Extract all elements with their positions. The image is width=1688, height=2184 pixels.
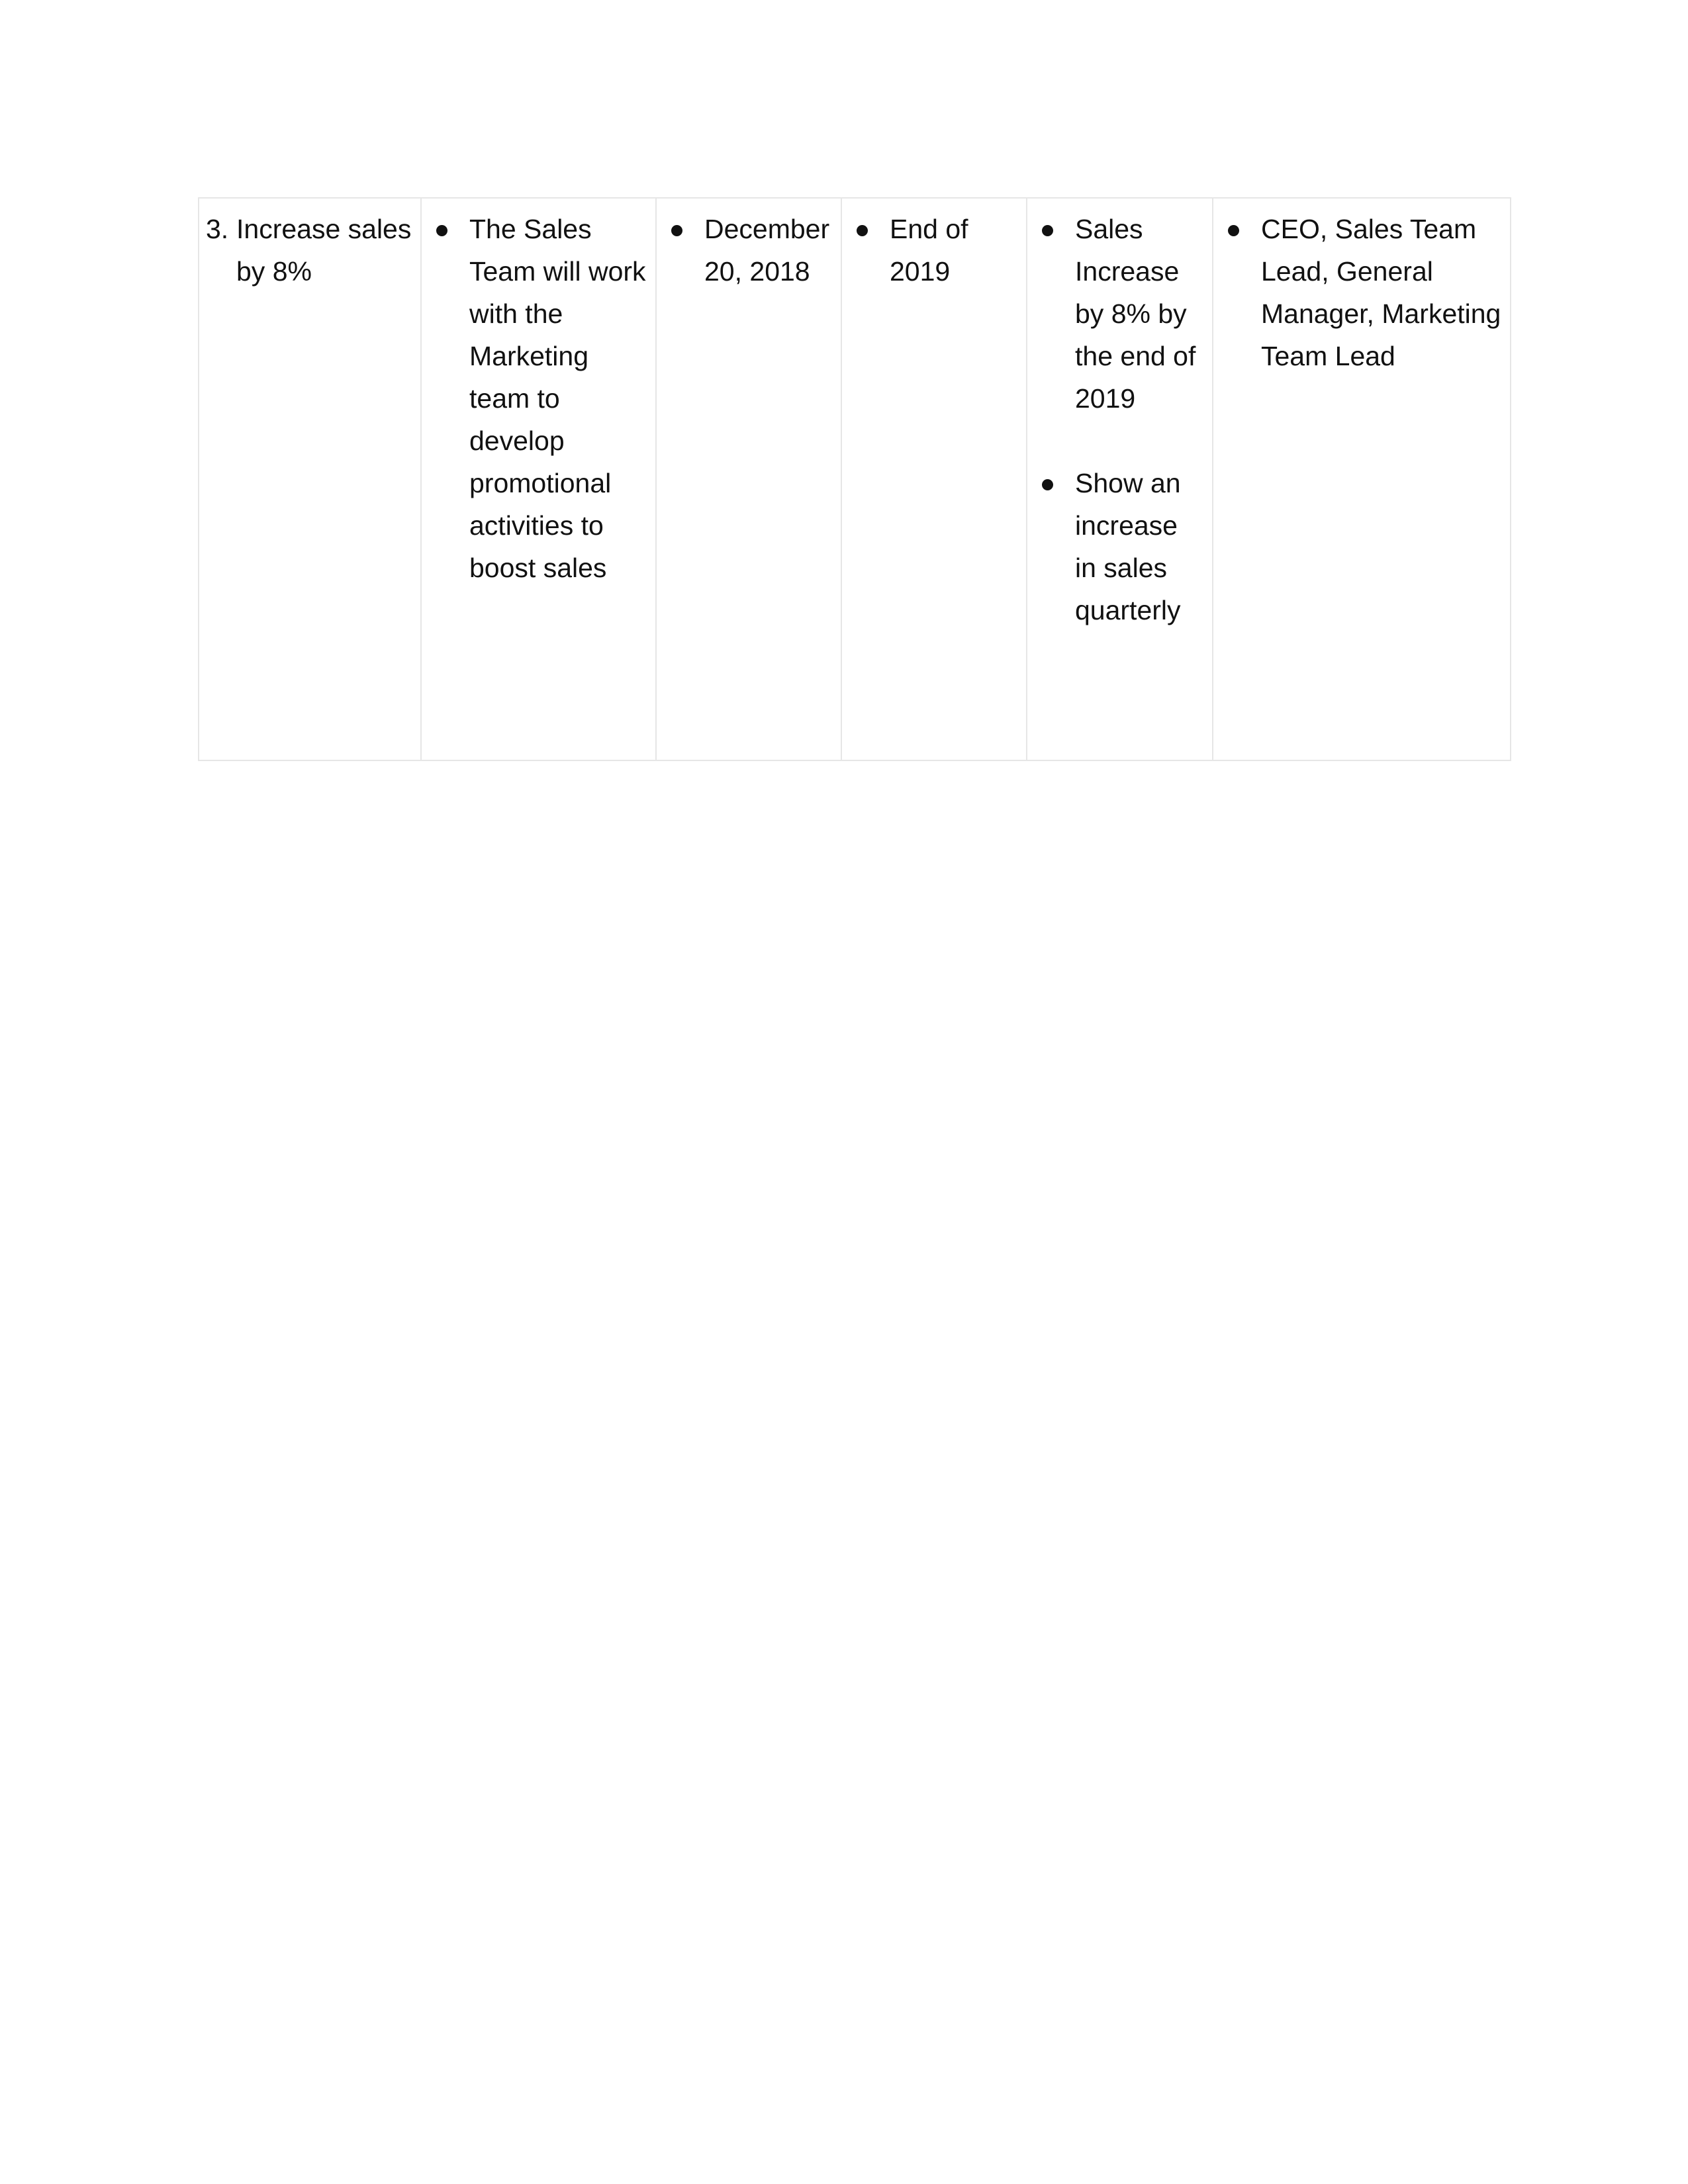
start-date-text: December 20, 2018 [704, 214, 830, 287]
bullet-icon [671, 225, 682, 236]
measure-text: Show an increase in sales quarterly [1075, 468, 1181, 625]
start-date-cell [656, 198, 841, 760]
end-date-list [849, 208, 1019, 293]
list-item [428, 208, 649, 589]
end-date-cell [841, 198, 1027, 760]
bullet-icon [1042, 479, 1053, 490]
bullet-icon [1228, 225, 1239, 236]
action-plan-table [198, 197, 1511, 761]
table-row [199, 198, 1511, 760]
list-item [849, 208, 1019, 293]
bullet-icon [1042, 225, 1053, 236]
start-date-list [663, 208, 834, 293]
bullet-icon [436, 225, 447, 236]
goal-number: 3. [206, 214, 229, 244]
strategy-text: The Sales Team will work with the Marketing team to develop promotional activities to boost sales [469, 214, 646, 583]
responsible-text: CEO, Sales Team Lead, General Manager, Marketing Team Lead [1261, 214, 1501, 371]
measure-text: Sales Increase by 8% by the end of 2019 [1075, 214, 1196, 414]
goal-cell [199, 198, 421, 760]
bullet-icon [857, 225, 868, 236]
goal-item [206, 208, 414, 293]
end-date-text: End of 2019 [890, 214, 968, 287]
strategy-cell [421, 198, 656, 760]
list-item [1220, 208, 1503, 377]
strategy-list [428, 208, 649, 589]
responsible-list [1220, 208, 1503, 377]
list-item [1034, 208, 1205, 420]
measures-list [1034, 208, 1205, 631]
goal-text: Increase sales by 8% [236, 214, 412, 287]
list-item [1034, 462, 1205, 631]
responsible-cell [1213, 198, 1511, 760]
list-item [663, 208, 834, 293]
measures-cell [1027, 198, 1213, 760]
